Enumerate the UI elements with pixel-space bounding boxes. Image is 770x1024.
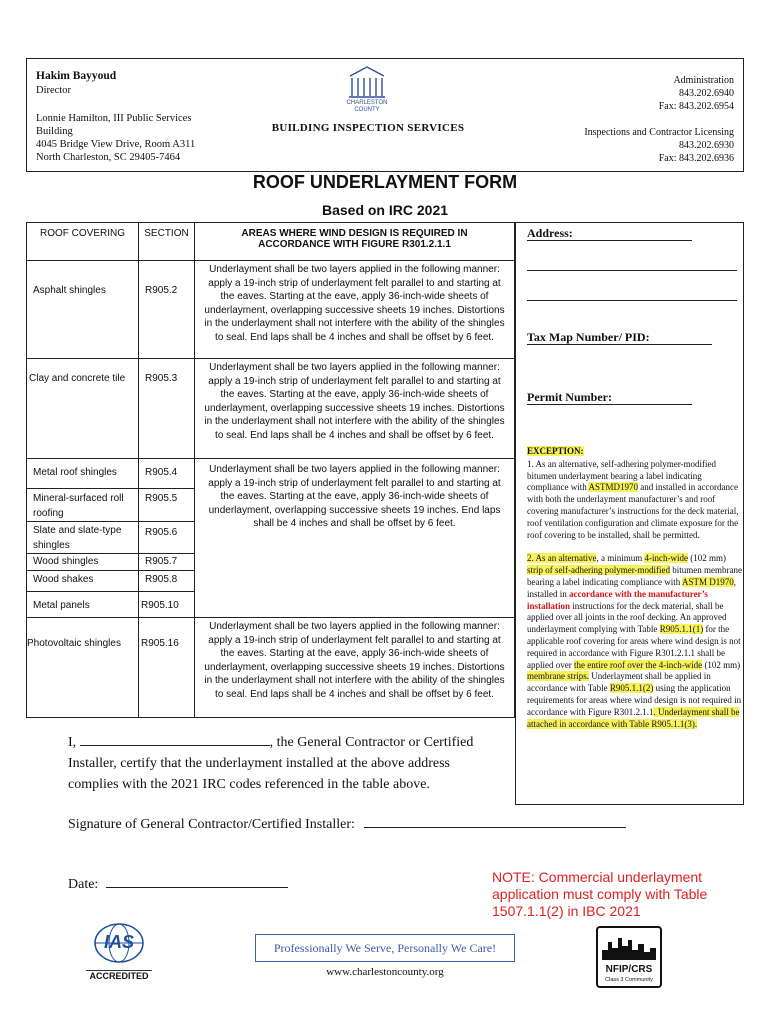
ias-accredited-text: ACCREDITED: [86, 970, 152, 981]
county-logo-text: CHARLESTON COUNTY: [346, 100, 388, 113]
contractor-name-field[interactable]: [80, 732, 270, 746]
roof-covering-table: [26, 222, 515, 718]
commercial-note: NOTE: Commercial underlayment application must comply with Table 1507.1.1(2) in IBC 2021: [492, 869, 708, 919]
cell-section: R905.16: [139, 618, 195, 718]
cell-covering: Mineral-surfaced roll roofing: [27, 489, 139, 522]
cell-section: R905.2: [139, 261, 195, 359]
cell-covering: Asphalt shingles: [27, 261, 139, 359]
table-row: [27, 459, 515, 489]
address-label: Address:: [527, 226, 573, 240]
cell-section: R905.10: [139, 592, 195, 618]
cell-covering: Wood shakes: [27, 571, 139, 592]
date-row: [68, 874, 288, 893]
ias-logo-text: IAS: [103, 932, 134, 952]
date-field[interactable]: [106, 874, 288, 888]
tax-map-field[interactable]: [527, 344, 712, 345]
signature-field[interactable]: [364, 814, 626, 828]
cell-covering: Clay and concrete tile: [27, 359, 139, 459]
address-field-line-1[interactable]: [527, 240, 692, 241]
office-address: Lonnie Hamilton, III Public Services Building 4045 Bridge View Drive, Room A311 North Charleston, SC 29405-7464: [36, 113, 196, 163]
table-header-row: [27, 223, 515, 261]
address-field-line-3[interactable]: [527, 300, 737, 301]
column-header-areas: AREAS WHERE WIND DESIGN IS REQUIRED IN ACCORDANCE WITH FIGURE R301.2.1.1: [195, 223, 515, 261]
cell-section: R905.8: [139, 571, 195, 592]
contact-info: Administration 843.202.6940 Fax: 843.202.6954 Inspections and Contractor Licensing 843.202.6930 Fax: 843.202.6936: [584, 75, 734, 164]
table-row: [27, 618, 515, 718]
table-row: [27, 261, 515, 359]
form-title: ROOF UNDERLAYMENT FORM: [252, 172, 518, 192]
cell-covering: Metal panels: [27, 592, 139, 618]
cell-covering: Wood shingles: [27, 554, 139, 571]
nfip-crs-logo: [596, 926, 662, 988]
cell-section: R905.7: [139, 554, 195, 571]
permit-number-field[interactable]: [527, 404, 692, 405]
cell-requirement: Underlayment shall be two layers applied in the following manner: apply a 19-inch strip of underlayment felt parallel to and starting at the eaves. Starting at the eave, apply 36-inch-wide sheets of underlayment, overlapping successive sheets 19 inches. End laps shall be 4 inches and shall be offset by 6 feet.: [195, 459, 515, 618]
cell-section: R905.6: [139, 522, 195, 554]
certification-text: I, , the General Contractor or Certified Installer, certify that the underlayment installed at the above address complies with the 2021 IRC codes referenced in the table above.: [68, 732, 498, 795]
signature-row: [68, 814, 626, 833]
cell-requirement: Underlayment shall be two layers applied in the following manner: apply a 19-inch strip of underlayment felt parallel to and starting at the eaves. Starting at the eave, apply 36-inch-wide sheets of underlayment, overlapping successive sheets 19 inches. Distortions in the underlayment shall not interfere with the ability of the shingles to seal. End laps shall be 4 inches and shall be offset by 6 feet.: [195, 359, 515, 459]
table-row: [27, 359, 515, 459]
cell-covering: Slate and slate-type shingles: [27, 522, 139, 554]
cell-section: R905.5: [139, 489, 195, 522]
column-header-covering: ROOF COVERING: [27, 223, 139, 261]
cell-covering: Photovoltaic shingles: [27, 618, 139, 718]
skyline-icon: [598, 932, 660, 962]
form-subtitle: Based on IRC 2021: [321, 202, 449, 218]
department-name: BUILDING INSPECTION SERVICES: [271, 122, 465, 134]
exception-label: EXCEPTION:: [527, 446, 584, 456]
cell-section: R905.3: [139, 359, 195, 459]
address-field-line-2[interactable]: [527, 270, 737, 271]
cell-requirement: Underlayment shall be two layers applied in the following manner: apply a 19-inch strip of underlayment felt parallel to and starting at the eaves. Starting at the eave, apply 36-inch-wide sheets of underlayment, overlapping successive sheets 19 inches. Distortions in the underlayment shall not interfere with the ability of the shingles to seal. End laps shall be 4 inches and shall be offset by 6 feet.: [195, 261, 515, 359]
exception-item-2: 2. As an alternative, a minimum 4-inch-wide (102 mm) strip of self-adhering polymer-modified bitumen membrane bearing a label indicating compliance with ASTM D1970, installed in accordance with the manufacturer’s installation instructions for the deck material, shall be applied over all joints in the roof decking. An approved underlayment complying with Table R905.1.1(1) for the applicable roof covering for areas where wind design is not required in accordance with Figure R301.2.1.1 shall be applied over the entire roof over the 4-inch-wide (102 mm) membrane strips. Underlayment shall be applied in accordance with Table R905.1.1(2) using the application requirements for areas where wind design is not required in accordance with Figure R301.2.1.1. Underlayment shall be attached in accordance with Table R905.1.1(3).: [527, 553, 743, 729]
nfip-crs-text: NFIP/CRS: [605, 964, 653, 975]
exception-item-1: 1. As an alternative, self-adhering polymer-modified bitumen underlayment bearing a label indicating compliance with ASTMD1970 and installed in accordance with both the underlayment manufacturer’s and roof covering manufacturer’s instructions for the deck material, roof ventilation configuration and climate exposure for the roof covering to be installed, shall be permitted.: [527, 458, 739, 540]
director-title: Director: [36, 85, 71, 96]
exception-text: [527, 446, 742, 730]
tax-map-label: Tax Map Number/ PID:: [527, 330, 650, 344]
website-link[interactable]: www.charlestoncounty.org: [326, 966, 444, 978]
cell-covering: Metal roof shingles: [27, 459, 139, 489]
cell-section: R905.4: [139, 459, 195, 489]
permit-number-label: Permit Number:: [527, 390, 612, 404]
nfip-crs-subtext: Class 3 Community: [605, 977, 653, 983]
cell-requirement: Underlayment shall be two layers applied in the following manner: apply a 19-inch strip of underlayment felt parallel to and starting at the eaves. Starting at the eave, apply 36-inch-wide sheets of underlayment, overlapping successive sheets 19 inches. Distortions in the underlayment shall not interfere with the ability of the shingles to seal. End laps shall be 4 inches and shall be offset by 6 feet.: [195, 618, 515, 718]
slogan-box: Professionally We Serve, Personally We Care!: [255, 934, 515, 962]
signature-label: Signature of General Contractor/Certified Installer:: [68, 817, 355, 832]
column-header-section: SECTION: [139, 223, 195, 261]
ias-logo: [90, 922, 148, 982]
date-label: Date:: [68, 877, 99, 892]
director-name: Hakim Bayyoud: [36, 70, 117, 82]
